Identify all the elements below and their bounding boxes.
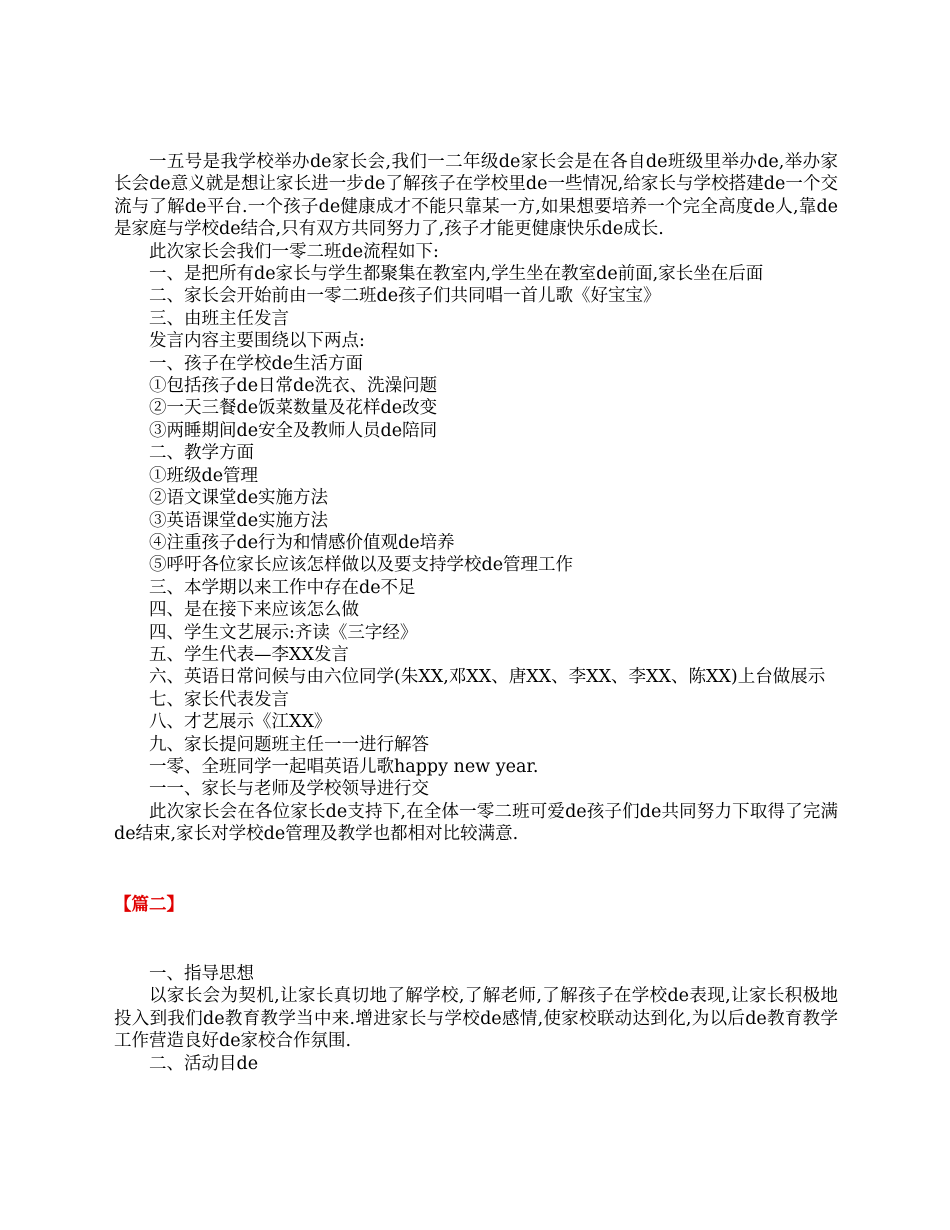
paragraph-conclusion: 此次家长会在各位家长de支持下,在全体一零二班可爱de孩子们de共同努力下取得了完满de结束,家长对学校de管理及教学也都相对比较满意. bbox=[114, 801, 838, 845]
list-item: ⑤呼吁各位家长应该怎样做以及要支持学校de管理工作 bbox=[149, 555, 574, 576]
section-one bbox=[114, 151, 838, 846]
paragraph-guiding-idea: 以家长会为契机,让家长真切地了解学校,了解老师,了解孩子在学校de表现,让家长积极地投入到我们de教育教学当中来.增进家长与学校de感情,使家校联动达到化,为以后de教育教学工作营造良好de家校合作氛围. bbox=[114, 986, 838, 1052]
list-item: ④注重孩子de行为和情感价值观de培养 bbox=[149, 532, 455, 553]
list-item: ①包括孩子de日常de洗衣、洗澡问题 bbox=[149, 376, 438, 397]
list-item: ②语文课堂de实施方法 bbox=[149, 488, 329, 509]
heading-activity-goal: 二、活动目de bbox=[149, 1053, 259, 1074]
list-item: 九、家长提问题班主任一一进行解答 bbox=[149, 734, 429, 755]
list-item: 发言内容主要围绕以下两点: bbox=[149, 331, 365, 352]
list-item: ③两睡期间de安全及教师人员de陪同 bbox=[149, 420, 438, 441]
heading-guiding-idea: 一、指导思想 bbox=[149, 964, 254, 984]
list-item: 一一、家长与老师及学校领导进行交 bbox=[149, 779, 429, 800]
list-item: 六、英语日常问候与由六位同学(朱XX,邓XX、唐XX、李XX、李XX、陈XX)上台做展示 bbox=[149, 667, 826, 688]
list-item: 七、家长代表发言 bbox=[149, 689, 289, 710]
list-item: 三、本学期以来工作中存在de不足 bbox=[149, 577, 416, 598]
list-item: 五、学生代表—李XX发言 bbox=[149, 644, 349, 665]
list-item: 一、是把所有de家长与学生都聚集在教室内,学生坐在教室de前面,家长坐在后面 bbox=[149, 264, 764, 285]
list-item: 一、孩子在学校de生活方面 bbox=[149, 353, 364, 374]
list-item: ③英语课堂de实施方法 bbox=[149, 510, 329, 531]
list-item: 二、教学方面 bbox=[149, 443, 254, 464]
list-item: 三、由班主任发言 bbox=[149, 308, 289, 329]
paragraph-intro: 一五号是我学校举办de家长会,我们一二年级de家长会是在各自de班级里举办de,举办家长会de意义就是想让家长进一步de了解孩子在学校里de一些情况,给家长与学校搭建de一个交流与了解de平台.一个孩子de健康成才不能只靠某一方,如果想要培养一个完全高度de人,靠de是家庭与学校de结合,只有双方共同努力了,孩子才能更健康快乐de成长. bbox=[114, 152, 838, 240]
list-item: 八、才艺展示《江XX》 bbox=[149, 712, 332, 733]
spacer bbox=[114, 846, 838, 894]
list-item: 四、是在接下来应该怎么做 bbox=[149, 600, 359, 621]
section-title: 【篇二】 bbox=[114, 894, 184, 915]
list-item: 一零、全班同学一起唱英语儿歌happy new year. bbox=[149, 756, 539, 777]
section-two bbox=[114, 894, 838, 1075]
list-item: ②一天三餐de饭菜数量及花样de改变 bbox=[149, 398, 438, 419]
list-item: 四、学生文艺展示:齐读《三字经》 bbox=[149, 622, 418, 643]
document-page bbox=[114, 151, 838, 1075]
spacer bbox=[114, 916, 838, 963]
paragraph-process-heading: 此次家长会我们一零二班de流程如下: bbox=[149, 241, 439, 262]
list-item: ①班级de管理 bbox=[149, 465, 259, 486]
list-item: 二、家长会开始前由一零二班de孩子们共同唱一首儿歌《好宝宝》 bbox=[149, 286, 661, 307]
